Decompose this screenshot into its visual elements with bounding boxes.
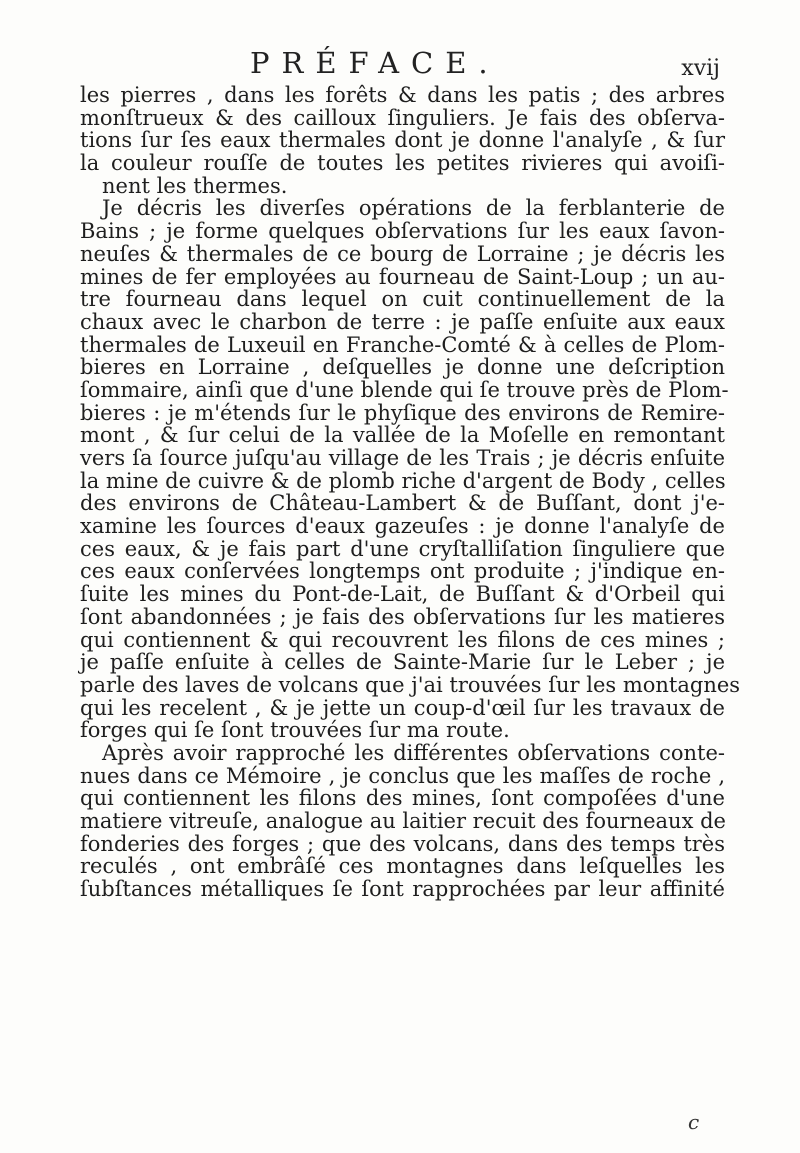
text-line: mines de fer employées au fourneau de Saint-Loup ; un au- [80, 264, 725, 289]
text-line: les pierres , dans les forêts & dans les patis ; des arbres [80, 83, 725, 107]
paragraph-start-line: Je décris les diverſes opérations de la ferblanterie de [102, 196, 725, 221]
text-line: ſubſtances métalliques ſe ſont rapprochées par leur affinité [80, 877, 725, 902]
text-line: forges qui ſe ſont trouvées ſur ma route. [80, 718, 510, 743]
text-line: bieres : je m'étends ſur le phyſique des environs de Remire- [80, 400, 725, 425]
text-line: ſont abandonnées ; je fais des obſervations ſur les matieres [80, 604, 725, 629]
text-line: ces eaux, & je fais part d'une cryſtalliſation ſinguliere que [80, 536, 725, 561]
text-line: Bains ; je forme quelques obſervations ſur les eaux ſavon- [80, 219, 725, 244]
text-line: tions ſur ſes eaux thermales dont je donne l'analyſe , & ſur [80, 128, 725, 153]
page-header [250, 40, 720, 88]
text-line: ſuite les mines du Pont-de-Lait, de Buſſant & d'Orbeil qui [80, 582, 725, 607]
text-line: nues dans ce Mémoire , je conclus que les maſſes de roche , [80, 763, 725, 788]
text-line: mont , & ſur celui de la vallée de la Moſelle en remontant [80, 423, 725, 448]
paragraph-start-line: Après avoir rapproché les différentes obſervations conte- [102, 740, 725, 765]
text-line: chaux avec le charbon de terre : je paſſe enſuite aux eaux [80, 309, 725, 334]
text-line: des environs de Château-Lambert & de Buſſant, dont j'e- [80, 491, 725, 516]
running-title: PRÉFACE. [250, 46, 500, 80]
text-line: la mine de cuivre & de plomb riche d'argent de Body , celles [80, 468, 726, 493]
text-line: qui contiennent les filons des mines, ſont compoſées d'une [80, 786, 725, 811]
text-line: xamine les ſources d'eaux gazeuſes : je donne l'analyſe de [80, 514, 725, 539]
text-line: qui les recelent , & je jette un coup-d'œil ſur les travaux de [80, 695, 725, 720]
text-line: la couleur rouſſe de toutes les petites rivieres qui avoiſi- [80, 151, 725, 176]
signature-mark: c [688, 1110, 700, 1134]
page-number: xvij [681, 56, 720, 81]
body-text [80, 83, 741, 902]
text-line: je paſſe enſuite à celles de Sainte-Marie ſur le Leber ; je [80, 650, 725, 675]
text-line: ſommaire, ainſi que d'une blende qui ſe trouve près de Plom- [80, 377, 729, 402]
text-line: vers ſa ſource juſqu'au village de les Trais ; je décris enſuite [80, 446, 725, 470]
text-line: neuſes & thermales de ce bourg de Lorraine ; je décris les [80, 241, 725, 266]
text-line: reculés , ont embrâſé ces montagnes dans leſquelles les [80, 854, 725, 879]
text-line: parle des laves de volcans que j'ai trouvées ſur les montagnes [80, 672, 741, 697]
text-line: monſtrueux & des cailloux ſinguliers. Je fais des obſerva- [80, 105, 725, 130]
text-line: ces eaux conſervées longtemps ont produite ; j'indique en- [80, 559, 725, 584]
text-line: nent les thermes. [102, 173, 288, 198]
text-line: thermales de Luxeuil en Franche-Comté & à celles de Plom- [80, 332, 725, 357]
text-line: tre fourneau dans lequel on cuit continuellement de la [80, 287, 725, 312]
text-line: qui contiennent & qui recouvrent les filons de ces mines ; [80, 627, 725, 652]
text-line: fonderies des forges ; que des volcans, dans des temps très [80, 831, 725, 856]
text-line: matiere vitreuſe, analogue au laitier recuit des fourneaux de [80, 809, 726, 833]
text-line: bieres en Lorraine , deſquelles je donne une deſcription [80, 355, 725, 380]
